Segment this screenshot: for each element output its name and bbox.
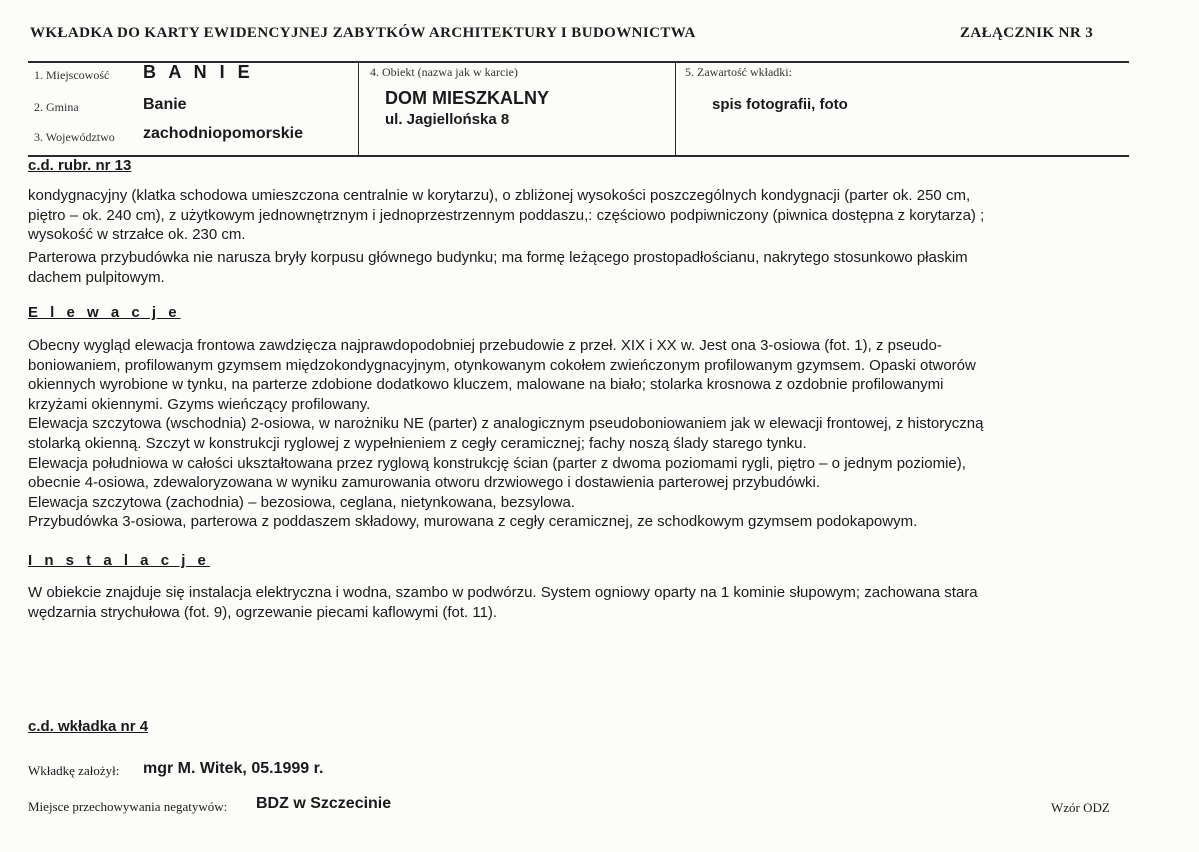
text-line: Parterowa przybudówka nie narusza bryły korpusu głównego budynku; ma formę leżącego prostopadłościanu, nakrytego stosunkowo płaskim bbox=[28, 249, 968, 266]
text-line: Elewacja szczytowa (wschodnia) 2-osiowa, w narożniku NE (parter) z analogicznym pseudoboniowaniem jak w elewacji frontowej, z historyczną bbox=[28, 415, 984, 433]
author-label: Wkładkę założył: bbox=[28, 763, 120, 778]
form-model: Wzór ODZ bbox=[1051, 800, 1110, 815]
text-line: obecnie 4-osiowa, zdewaloryzowana w wyniku zamurowania otworu drzwiowego i dostawienia parterowej przybudówki. bbox=[28, 474, 821, 492]
text-line: W obiekcie znajduje się instalacja elektryczna i wodna, szambo w podwórzu. System ogniowy oparty na 1 kominie słupowym; zachowana stara bbox=[28, 584, 978, 601]
elevations-text bbox=[28, 336, 1133, 532]
text-line: Elewacja południowa w całości ukształtowana przez ryglową konstrukcję ścian (parter z dwoma poziomami rygli, piętro – o jednym poziomie), bbox=[28, 454, 966, 472]
locality-label: 1. Miejscowość bbox=[34, 68, 110, 82]
object-name: DOM MIESZKALNY bbox=[385, 88, 549, 108]
continuation-paragraph-1 bbox=[28, 186, 1133, 245]
text-line: wysokość w strzałce ok. 230 cm. bbox=[28, 226, 246, 244]
object-label: 4. Obiekt (nazwa jak w karcie) bbox=[370, 65, 518, 79]
box-divider-1 bbox=[358, 61, 359, 157]
contents-value: spis fotografii, foto bbox=[712, 96, 848, 113]
text-line: dachem pulpitowym. bbox=[28, 268, 165, 286]
voivodeship-label: 3. Województwo bbox=[34, 130, 115, 144]
text-line: boniowaniem, profilowanym gzymsem międzokondygnacyjnym, otynkowanym cokołem zwieńczonym profilowanym gzymsem. Opaski otworów bbox=[28, 356, 976, 374]
box-divider-2 bbox=[675, 61, 676, 157]
document-title: WKŁADKA DO KARTY EWIDENCYJNEJ ZABYTKÓW ARCHITEKTURY I BUDOWNICTWA bbox=[30, 25, 696, 41]
text-line: wędzarnia strychułowa (fot. 9), ogrzewanie piecami kaflowymi (fot. 11). bbox=[28, 603, 498, 621]
negatives-location-value: BDZ w Szczecinie bbox=[256, 795, 392, 812]
text-line: stolarką okienną. Szczyt w konstrukcji ryglowej z wypełnieniem z cegły ceramicznej; fachy noszą ślady starego tynku. bbox=[28, 434, 807, 452]
elevations-heading: E l e w a c j e bbox=[28, 304, 181, 321]
author-value: mgr M. Witek, 05.1999 r. bbox=[143, 760, 324, 777]
negatives-location-label: Miejsce przechowywania negatywów: bbox=[28, 799, 228, 814]
text-line: Przybudówka 3-osiowa, parterowa z poddaszem składowy, murowana z cegły ceramicznej, ze schodkowym gzymsem podokapowym. bbox=[28, 513, 918, 531]
text-line: krzyżami okiennymi. Gzyms wieńczący profilowany. bbox=[28, 395, 371, 413]
box-bottom-line bbox=[28, 155, 1129, 157]
contents-label: 5. Zawartość wkładki: bbox=[685, 65, 792, 79]
commune-value: Banie bbox=[143, 96, 187, 113]
text-line: Elewacja szczytowa (zachodnia) – bezosiowa, ceglana, nietynkowana, bezsylowa. bbox=[28, 493, 575, 511]
installations-text bbox=[28, 583, 1133, 622]
annex-number: ZAŁĄCZNIK NR 3 bbox=[960, 25, 1094, 41]
text-line: piętro – ok. 240 cm), z użytkowym jednownętrznym i jednoprzestrzennym poddaszu,: częściowo podpiwniczony (piwnica dostępna z korytarza) ; bbox=[28, 206, 985, 224]
text-line: Obecny wygląd elewacja frontowa zawdzięcza najprawdopodobniej przebudowie z przeł. XIX i XX w. Jest ona 3-osiowa (fot. 1), z pseudo- bbox=[28, 337, 942, 354]
installations-heading: I n s t a l a c j e bbox=[28, 552, 210, 569]
text-line: okiennych wyrobione w tynku, na parterze zdobione dodatkowo kluczem, malowane na biało; stolarka krosnowa z ozdobnie profilowanymi bbox=[28, 376, 944, 394]
text-line: kondygnacyjny (klatka schodowa umieszczona centralnie w korytarzu), o zbliżonej wysokości poszczególnych kondygnacji (parter ok. 250 cm, bbox=[28, 187, 971, 204]
insert-continuation-heading: c.d. wkładka nr 4 bbox=[28, 718, 149, 735]
locality-value: B A N I E bbox=[143, 62, 254, 82]
continuation-paragraph-2 bbox=[28, 248, 1133, 287]
voivodeship-value: zachodniopomorskie bbox=[143, 125, 304, 142]
commune-label: 2. Gmina bbox=[34, 100, 79, 114]
object-address: ul. Jagiellońska 8 bbox=[385, 111, 510, 128]
continuation-heading: c.d. rubr. nr 13 bbox=[28, 157, 132, 174]
